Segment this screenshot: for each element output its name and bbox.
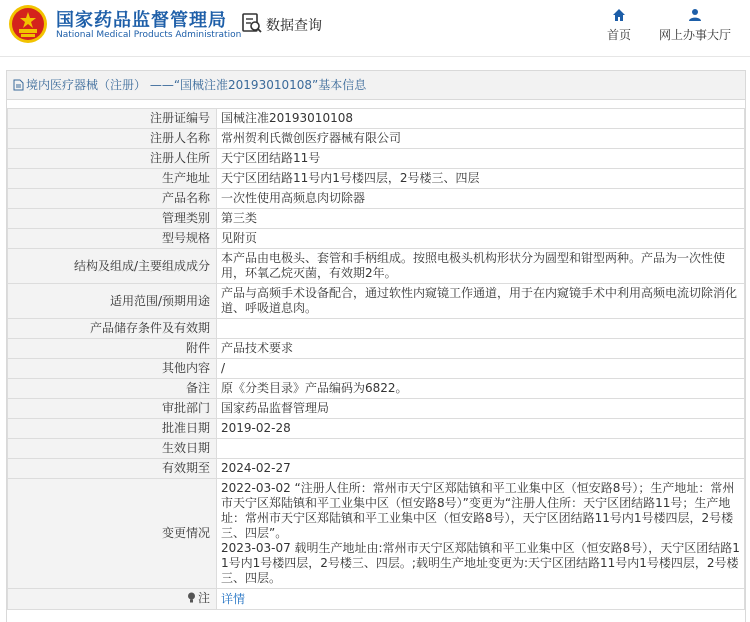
table-row [8,284,745,319]
panel-title [7,71,745,100]
table-row [8,189,745,209]
field-label: 变更情况 [8,479,217,589]
field-value: 国家药品监督管理局 [217,399,745,419]
field-value: 一次性使用高频息肉切除器 [217,189,745,209]
national-emblem-icon[interactable] [8,4,48,44]
home-icon [612,8,626,22]
field-value: 国械注准20193010108 [217,109,745,129]
field-value: 2024-02-27 [217,459,745,479]
document-icon [13,73,24,101]
field-label: 其他内容 [8,359,217,379]
nav-home[interactable] [604,8,634,43]
table-row [8,149,745,169]
table-row [8,209,745,229]
nav-online-label: 网上办事大厅 [658,28,731,42]
table-row [8,319,745,339]
user-icon [688,8,702,22]
note-value-cell [217,589,745,610]
field-value: 产品与高频手术设备配合，通过软性内窥镜工作通道，用于在内窥镜手术中利用高频电流切除消化道、呼吸道息肉。 [217,284,745,319]
panel-title-text: 境内医疗器械（注册） ——“国械注准20193010108”基本信息 [26,78,367,92]
field-value: 常州贺利氏微创医疗器械有限公司 [217,129,745,149]
field-value: 产品技术要求 [217,339,745,359]
field-label: 审批部门 [8,399,217,419]
field-label: 注册证编号 [8,109,217,129]
data-query-title: 数据查询 [266,18,322,34]
info-panel [6,70,746,622]
field-label: 有效期至 [8,459,217,479]
field-value: 2022-03-02 “注册人住所：常州市天宁区郑陆镇和平工业集中区（恒安路8号）；生产地址：常州市天宁区郑陆镇和平工业集中区（恒安路8号）”变更为“注册人住所：天宁区团结路11号；生产地址：常州市天宁区郑陆镇和平工业集中区（恒安路8号），天宁区团结路11号内1号楼四层，2号楼三、四层”。 2023-03-07 载明生产地址由:常州市天宁区郑陆镇和平工业集中区（恒安路8号），天宁区团结路11号内1号楼四层，2号楼三、四层。;载明生产地址变更为:天宁区团结路11号内1号楼四层，2号楼三、四层。 [217,479,745,589]
table-row [8,109,745,129]
field-label: 注册人住所 [8,149,217,169]
field-label: 备注 [8,379,217,399]
note-label-cell [8,589,217,610]
table-row [8,129,745,149]
header-divider [0,56,750,57]
field-value: 见附页 [217,229,745,249]
field-value: 2019-02-28 [217,419,745,439]
table-row [8,459,745,479]
field-value: / [217,359,745,379]
nav-online-service[interactable] [656,8,734,43]
field-label: 生产地址 [8,169,217,189]
field-value: 本产品由电极头、套管和手柄组成。按照电极头机构形状分为圆型和钳型两种。产品为一次性使用，环氧乙烷灭菌，有效期2年。 [217,249,745,284]
nav-home-label: 首页 [606,28,631,42]
table-row [8,479,745,589]
field-label: 型号规格 [8,229,217,249]
brand-name-en: National Medical Products Administration [56,30,242,40]
table-row [8,249,745,284]
data-query-icon [241,12,263,34]
brand-name-cn[interactable]: 国家药品监督管理局 [56,10,227,31]
field-label: 注册人名称 [8,129,217,149]
table-row [8,379,745,399]
table-row [8,419,745,439]
field-label: 管理类别 [8,209,217,229]
field-label: 产品名称 [8,189,217,209]
field-label: 结构及组成/主要组成成分 [8,249,217,284]
site-header [0,0,750,50]
field-value: 原《分类目录》产品编码为6822。 [217,379,745,399]
field-label: 适用范围/预期用途 [8,284,217,319]
field-value [217,319,745,339]
field-value: 天宁区团结路11号内1号楼四层，2号楼三、四层 [217,169,745,189]
note-label: 注 [197,591,210,605]
details-link[interactable]: 详情 [221,591,246,606]
field-label: 生效日期 [8,439,217,459]
field-label: 产品储存条件及有效期 [8,319,217,339]
table-row [8,169,745,189]
field-value: 天宁区团结路11号 [217,149,745,169]
lightbulb-icon [187,592,196,607]
note-row [8,589,745,610]
table-row [8,359,745,379]
field-value: 第三类 [217,209,745,229]
table-row [8,339,745,359]
info-table [7,108,745,610]
table-row [8,399,745,419]
table-row [8,229,745,249]
table-row [8,439,745,459]
field-value [217,439,745,459]
field-label: 附件 [8,339,217,359]
field-label: 批准日期 [8,419,217,439]
